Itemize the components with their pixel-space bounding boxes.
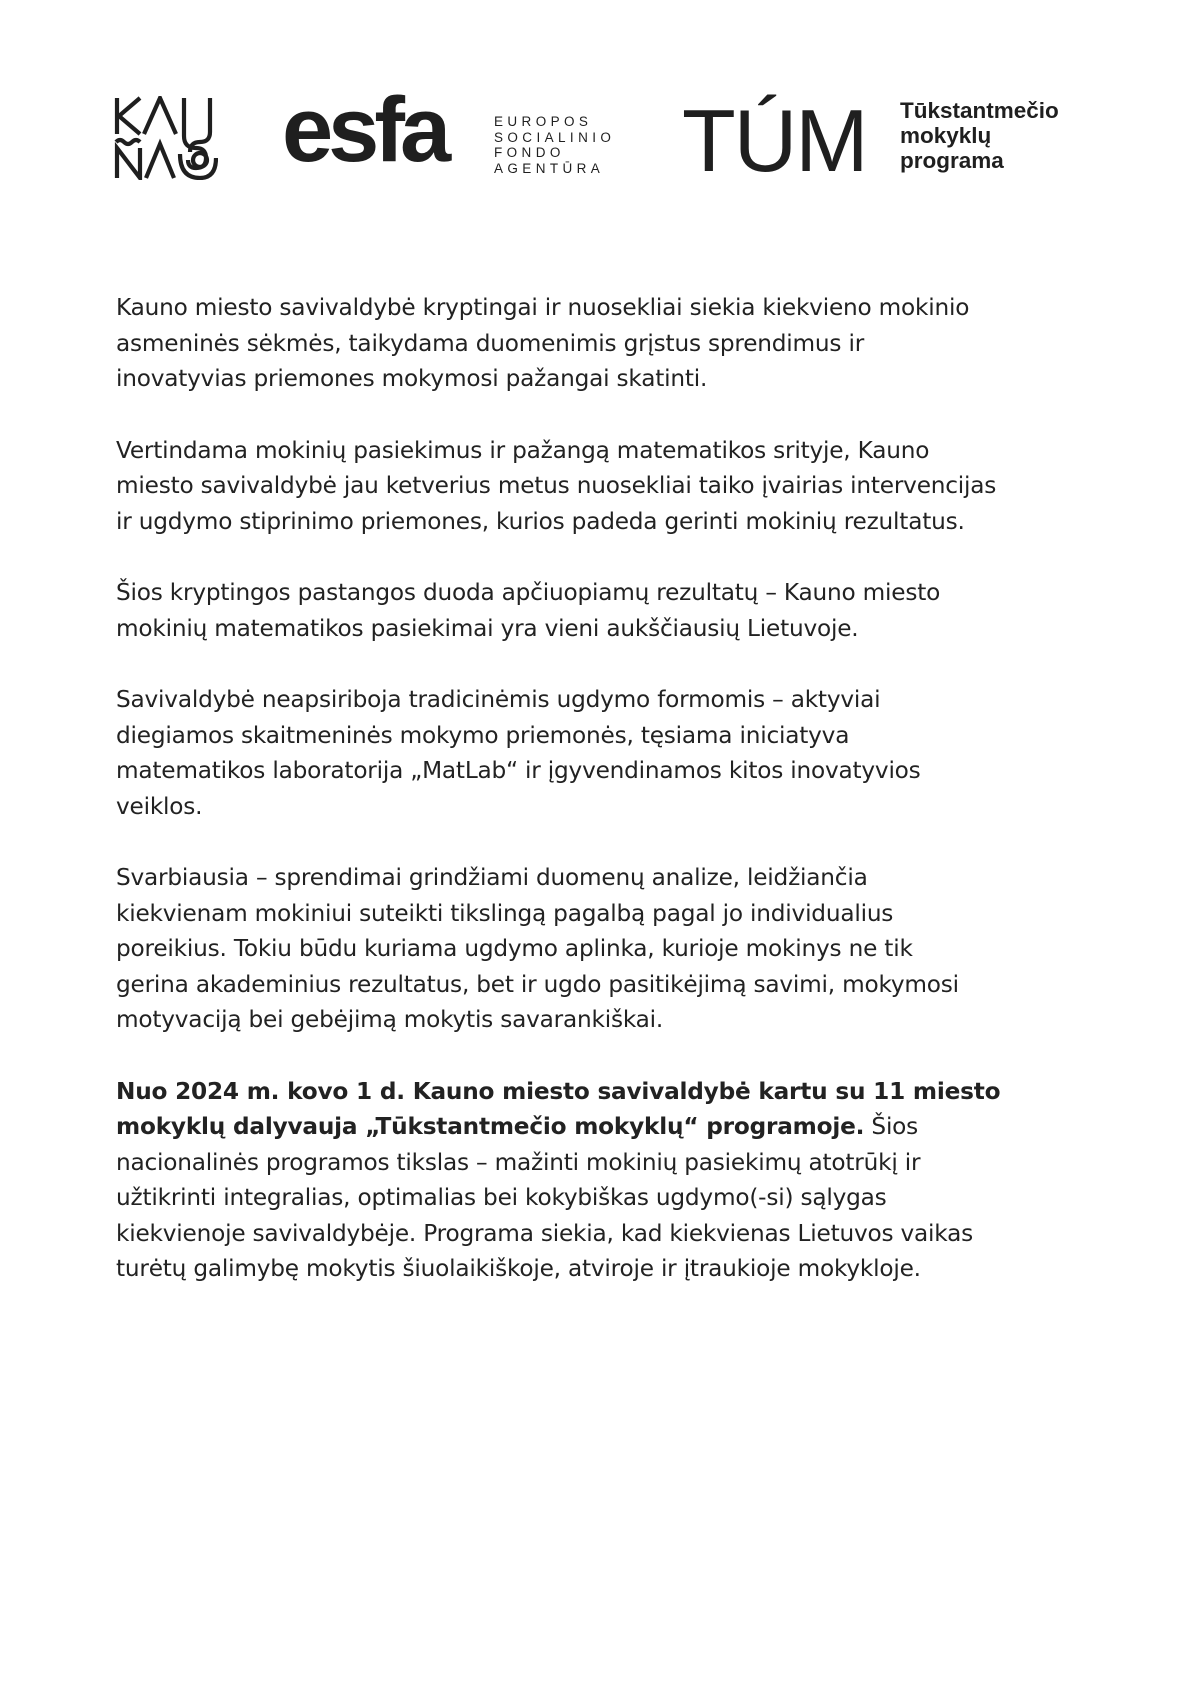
- text-line: užtikrinti integralias, optimalias bei kokybiškas ugdymo(-si) sąlygas: [116, 1184, 887, 1211]
- text-line: inovatyvias priemones mokymosi pažangai skatinti.: [116, 365, 708, 392]
- text-line: poreikius. Tokiu būdu kuriama ugdymo aplinka, kurioje mokinys ne tik: [116, 935, 913, 962]
- text-line: veiklos.: [116, 792, 203, 820]
- tum-subtitle: [900, 98, 1059, 173]
- text-line: kiekvienoje savivaldybėje. Programa siekia, kad kiekvienas Lietuvos vaikas: [116, 1219, 974, 1247]
- esfa-subtitle-line: AGENTŪRA: [494, 160, 605, 176]
- paragraph-data-driven: [116, 860, 1116, 1038]
- text-line: matematikos laboratorija „MatLab“ ir įgyvendinamos kitos inovatyvios: [116, 757, 921, 784]
- text-line: mokinių matematikos pasiekimai yra vieni aukščiausių Lietuvoje.: [116, 614, 859, 642]
- text-line: Svarbiausia – sprendimai grindžiami duomenų analize, leidžiančia: [116, 864, 868, 891]
- kaunas-logo: [114, 96, 218, 180]
- text-fragment: Šios: [864, 1113, 919, 1140]
- text-line: Vertindama mokinių pasiekimus ir pažangą matematikos srityje, Kauno: [116, 436, 930, 464]
- paragraph-tum-program: [116, 1074, 1116, 1287]
- text-line: gerina akademinius rezultatus, bet ir ugdo pasitikėjimą savimi, mokymosi: [116, 970, 959, 998]
- esfa-logo: [282, 79, 622, 184]
- tum-subtitle-line: programa: [900, 148, 1004, 173]
- esfa-subtitle: [494, 114, 615, 176]
- text-line: Savivaldybė neapsiriboja tradicinėmis ugdymo formomis – aktyviai: [116, 686, 881, 713]
- text-line: nacionalinės programos tikslas – mažinti mokinių pasiekimų atotrūkį ir: [116, 1148, 921, 1176]
- esfa-subtitle-line: FONDO: [494, 145, 565, 160]
- text-line: asmeninės sėkmės, taikydama duomenimis grįstus sprendimus ir: [116, 329, 865, 357]
- text-line: miesto savivaldybė jau ketverius metus nuosekliai taiko įvairias intervencijas: [116, 472, 997, 499]
- logo-bar: [0, 0, 1200, 200]
- esfa-subtitle-line: EUROPOS: [494, 114, 593, 129]
- document-body: [116, 290, 1116, 1323]
- bold-text: mokyklų dalyvauja „Tūkstantmečio mokyklų“ programoje.: [116, 1113, 865, 1140]
- paragraph-intro: [116, 290, 1116, 397]
- text-line: kiekvienam mokiniui suteikti tikslingą pagalbą pagal jo individualius: [116, 899, 894, 927]
- esfa-wordmark: esfa: [282, 79, 447, 181]
- tum-logo: [682, 91, 1059, 190]
- paragraph-math-assessment: [116, 433, 1116, 540]
- text-line: [116, 1109, 1116, 1145]
- kaunas-logo-mark: [114, 96, 218, 180]
- bold-text-line: Nuo 2024 m. kovo 1 d. Kauno miesto savivaldybė kartu su 11 miesto: [116, 1077, 1001, 1105]
- paragraph-results: [116, 575, 1116, 646]
- text-line: turėtų galimybę mokytis šiuolaikiškoje, atviroje ir įtraukioje mokykloje.: [116, 1255, 921, 1282]
- tum-wordmark: TÚM: [682, 91, 867, 190]
- esfa-subtitle-line: SOCIALINIO: [494, 129, 616, 145]
- text-line: ir ugdymo stiprinimo priemones, kurios padeda gerinti mokinių rezultatus.: [116, 507, 965, 535]
- text-line: motyvaciją bei gebėjimą mokytis savarankiškai.: [116, 1006, 664, 1033]
- tum-subtitle-line: mokyklų: [900, 123, 992, 148]
- text-line: Šios kryptingos pastangos duoda apčiuopiamų rezultatų – Kauno miesto: [116, 579, 941, 606]
- text-line: diegiamos skaitmeninės mokymo priemonės, tęsiama iniciatyva: [116, 721, 850, 749]
- text-line: Kauno miesto savivaldybė kryptingai ir nuosekliai siekia kiekvieno mokinio: [116, 294, 970, 321]
- tum-subtitle-line: Tūkstantmečio: [900, 98, 1059, 123]
- paragraph-innovation: [116, 682, 1116, 824]
